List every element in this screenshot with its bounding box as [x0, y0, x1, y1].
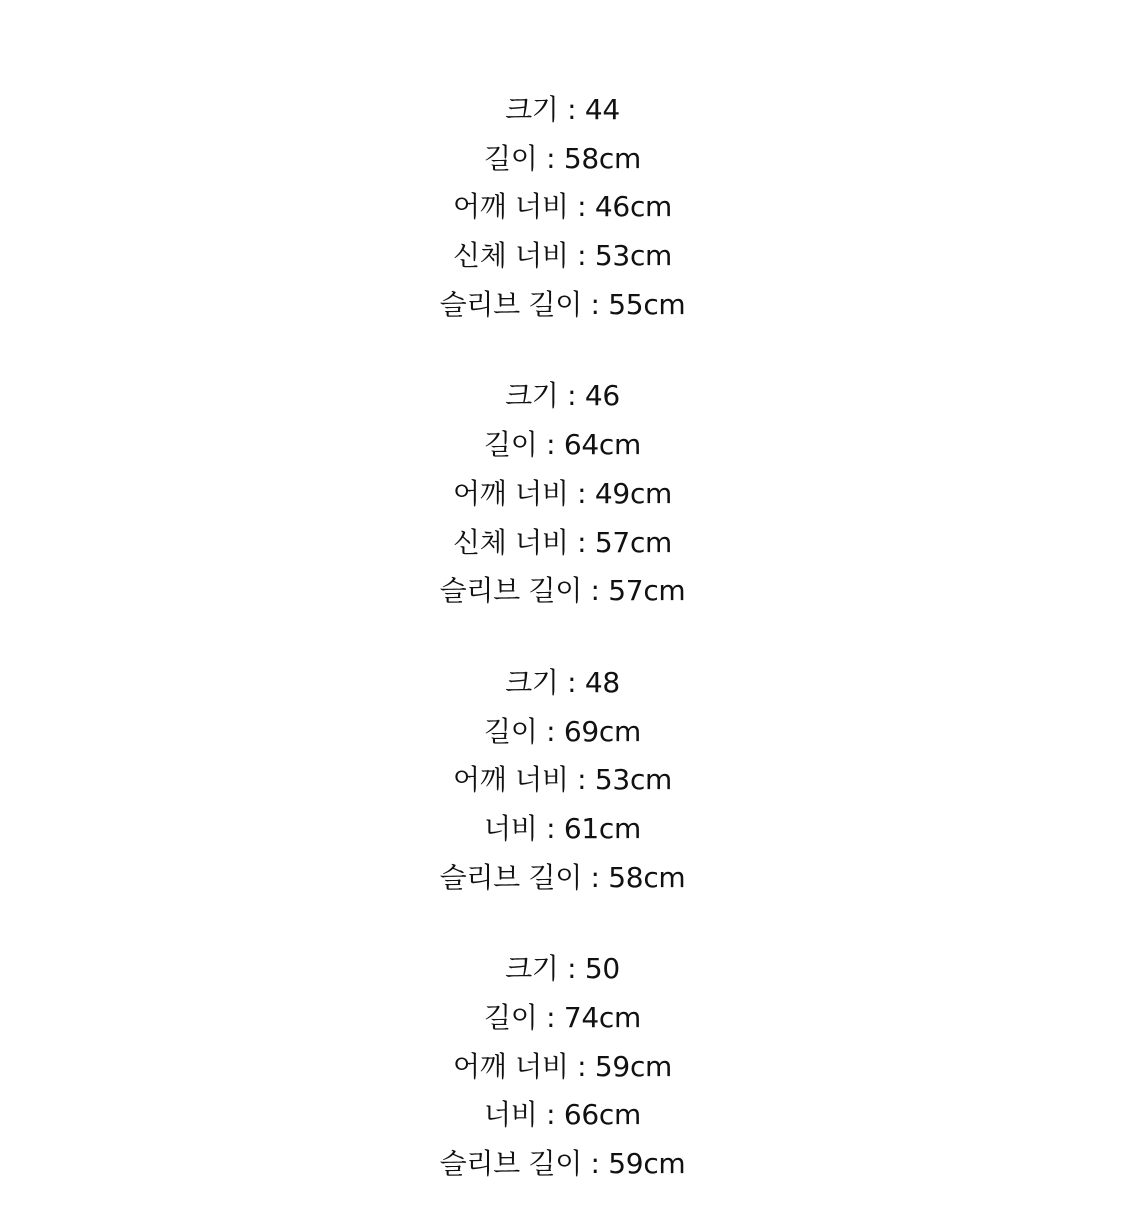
shoulder-width-label: 어깨 너비 : 46cm	[452, 190, 673, 224]
sleeve-length-label: 슬리브 길이 : 58cm	[439, 860, 686, 894]
shoulder-width-label: 어깨 너비 : 59cm	[452, 1049, 673, 1083]
size-block-50	[0, 945, 1125, 1188]
body-width-label: 신체 너비 : 57cm	[452, 525, 673, 559]
length-label: 길이 : 69cm	[484, 714, 641, 748]
length-label: 길이 : 64cm	[484, 428, 641, 462]
sleeve-length-label: 슬리브 길이 : 59cm	[439, 1147, 686, 1181]
sleeve-length-label: 슬리브 길이 : 55cm	[439, 287, 686, 321]
size-block-46	[0, 372, 1125, 615]
width-label: 너비 : 61cm	[484, 811, 641, 845]
size-label: 크기 : 46	[505, 379, 620, 413]
size-block-48	[0, 659, 1125, 902]
width-label: 너비 : 66cm	[484, 1098, 641, 1132]
length-label: 길이 : 74cm	[484, 1001, 641, 1034]
shoulder-width-label: 어깨 너비 : 53cm	[452, 763, 673, 797]
size-label: 크기 : 44	[505, 93, 620, 126]
length-label: 길이 : 58cm	[484, 141, 641, 175]
shoulder-width-label: 어깨 너비 : 49cm	[452, 476, 673, 510]
size-label: 크기 : 48	[505, 665, 620, 699]
size-block-44	[0, 86, 1125, 329]
sleeve-length-label: 슬리브 길이 : 57cm	[439, 574, 686, 608]
size-label: 크기 : 50	[505, 952, 620, 986]
body-width-label: 신체 너비 : 53cm	[452, 239, 673, 273]
